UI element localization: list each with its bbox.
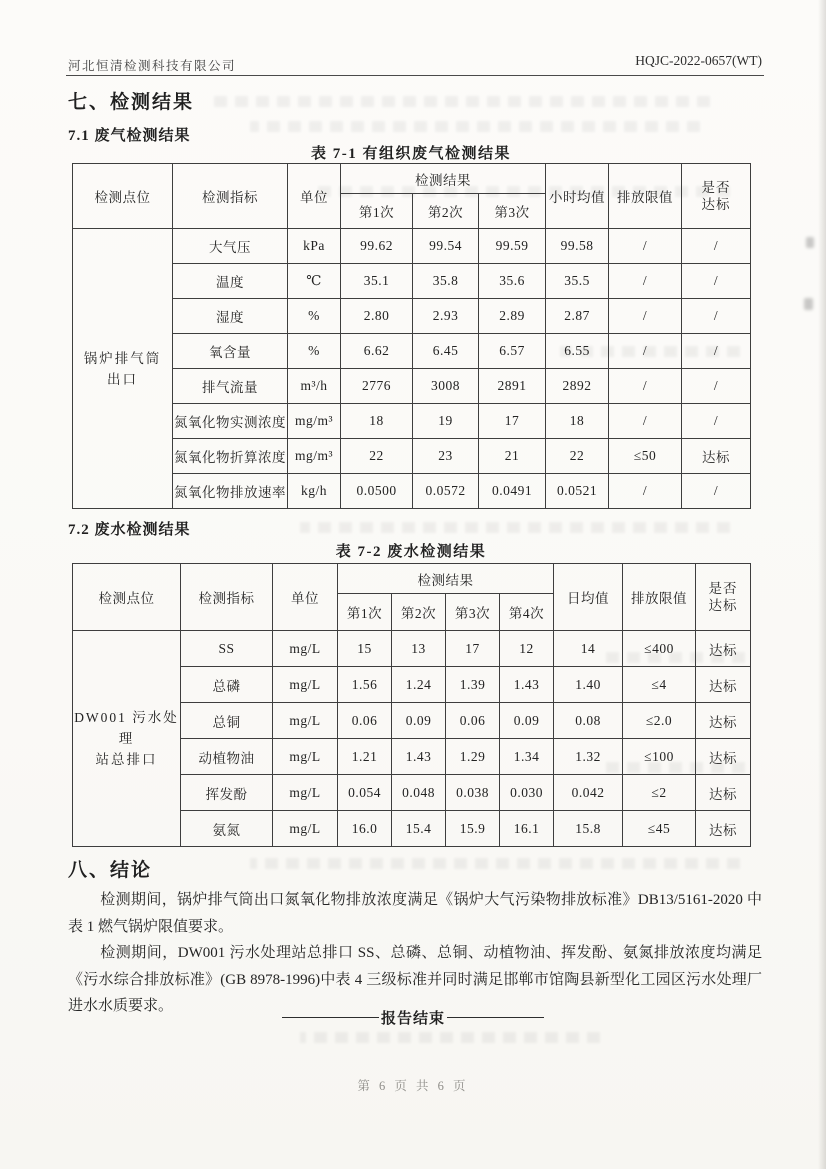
value-cell: 0.0572 <box>413 474 479 509</box>
value-cell: 1.34 <box>500 739 554 775</box>
value-cell: 21 <box>479 439 546 474</box>
header-rule <box>66 75 764 76</box>
col-header-pass <box>682 164 751 229</box>
value-cell: 0.0500 <box>341 474 413 509</box>
sampling-point-line2: 出口 <box>107 371 138 387</box>
unit-cell: mg/L <box>273 703 338 739</box>
value-cell: 15.9 <box>446 811 500 847</box>
section-8-title: 八、结论 <box>68 860 153 881</box>
value-cell: 1.39 <box>446 667 500 703</box>
limit-cell: ≤2.0 <box>623 703 696 739</box>
col-header-indicator: 检测指标 <box>173 164 288 229</box>
avg-cell: 22 <box>546 439 609 474</box>
pass-cell: / <box>682 299 751 334</box>
unit-cell: mg/L <box>273 739 338 775</box>
table-row <box>73 404 751 439</box>
unit-cell: % <box>288 334 341 369</box>
table-row <box>73 229 751 264</box>
bleedthrough-artifact <box>300 1032 600 1043</box>
col-header-run3: 第3次 <box>479 194 546 229</box>
value-cell: 35.1 <box>341 264 413 299</box>
sampling-point-line1: 锅炉排气筒 <box>83 350 162 366</box>
value-cell: 2.80 <box>341 299 413 334</box>
limit-cell: / <box>609 264 682 299</box>
table-row <box>73 334 751 369</box>
limit-cell: ≤4 <box>623 667 696 703</box>
value-cell: 2776 <box>341 369 413 404</box>
value-cell: 0.048 <box>392 775 446 811</box>
value-cell: 2.89 <box>479 299 546 334</box>
table-row <box>73 631 751 667</box>
limit-cell: / <box>609 299 682 334</box>
value-cell: 15 <box>338 631 392 667</box>
avg-cell: 0.08 <box>554 703 623 739</box>
col-header-indicator: 检测指标 <box>181 564 273 631</box>
company-name: 河北恒清检测科技有限公司 <box>68 59 237 73</box>
limit-cell: / <box>609 334 682 369</box>
pass-cell: 达标 <box>696 667 751 703</box>
avg-cell: 6.55 <box>546 334 609 369</box>
value-cell: 6.57 <box>479 334 546 369</box>
limit-cell: / <box>609 369 682 404</box>
value-cell: 16.0 <box>338 811 392 847</box>
avg-cell: 2892 <box>546 369 609 404</box>
col-header-run1: 第1次 <box>338 594 392 631</box>
unit-cell: m³/h <box>288 369 341 404</box>
value-cell: 1.29 <box>446 739 500 775</box>
indicator-cell: 大气压 <box>173 229 288 264</box>
avg-cell: 0.042 <box>554 775 623 811</box>
unit-cell: ℃ <box>288 264 341 299</box>
section-7-2-title: 7.2 废水检测结果 <box>68 522 191 538</box>
conclusion-paragraph-1: 检测期间，锅炉排气筒出口氮氧化物排放浓度满足《锅炉大气污染物排放标准》DB13/5161-2020 中表 1 燃气锅炉限值要求。 <box>68 892 762 935</box>
value-cell: 19 <box>413 404 479 439</box>
scan-smudge <box>806 237 814 248</box>
col-header-run2: 第2次 <box>413 194 479 229</box>
scan-smudge <box>804 298 813 310</box>
value-cell: 0.038 <box>446 775 500 811</box>
value-cell: 13 <box>392 631 446 667</box>
col-header-pass <box>696 564 751 631</box>
table-7-1-caption: 表 7-1 有组织废气检测结果 <box>311 146 511 162</box>
unit-cell: % <box>288 299 341 334</box>
bleedthrough-artifact <box>210 96 710 107</box>
value-cell: 1.43 <box>392 739 446 775</box>
pass-cell: / <box>682 264 751 299</box>
indicator-cell: SS <box>181 631 273 667</box>
value-cell: 3008 <box>413 369 479 404</box>
col-header-unit: 单位 <box>273 564 338 631</box>
value-cell: 22 <box>341 439 413 474</box>
indicator-cell: 氮氧化物折算浓度 <box>173 439 288 474</box>
limit-cell: / <box>609 474 682 509</box>
avg-cell: 14 <box>554 631 623 667</box>
unit-cell: mg/L <box>273 811 338 847</box>
pass-cell: / <box>682 474 751 509</box>
avg-cell: 15.8 <box>554 811 623 847</box>
value-cell: 0.06 <box>446 703 500 739</box>
col-header-run4: 第4次 <box>500 594 554 631</box>
pass-cell: / <box>682 369 751 404</box>
value-cell: 0.0491 <box>479 474 546 509</box>
limit-cell: ≤400 <box>623 631 696 667</box>
sampling-point-cell <box>73 229 173 509</box>
page-number: 第 6 页 共 6 页 <box>357 1079 469 1093</box>
bleedthrough-artifact <box>250 858 740 869</box>
col-header-limit: 排放限值 <box>609 164 682 229</box>
value-cell: 0.06 <box>338 703 392 739</box>
indicator-cell: 氧含量 <box>173 334 288 369</box>
report-end-divider <box>0 1007 826 1028</box>
avg-cell: 0.0521 <box>546 474 609 509</box>
table-row <box>73 439 751 474</box>
col-header-run2: 第2次 <box>392 594 446 631</box>
unit-cell: mg/L <box>273 631 338 667</box>
col-header-result: 检测结果 <box>341 164 546 194</box>
pass-cell: 达标 <box>696 739 751 775</box>
value-cell: 2.93 <box>413 299 479 334</box>
col-header-point: 检测点位 <box>73 564 181 631</box>
unit-cell: mg/L <box>273 667 338 703</box>
unit-cell: kPa <box>288 229 341 264</box>
value-cell: 6.62 <box>341 334 413 369</box>
indicator-cell: 氮氧化物排放速率 <box>173 474 288 509</box>
avg-cell: 2.87 <box>546 299 609 334</box>
table-row <box>73 299 751 334</box>
waste-water-results-table <box>72 563 751 847</box>
limit-cell: ≤50 <box>609 439 682 474</box>
value-cell: 17 <box>446 631 500 667</box>
sampling-point-line2: 站总排口 <box>95 752 158 767</box>
table-row <box>73 369 751 404</box>
col-header-pass-line2: 达标 <box>701 197 731 212</box>
value-cell: 1.43 <box>500 667 554 703</box>
limit-cell: / <box>609 404 682 439</box>
sampling-point-line1: DW001 污水处理 <box>74 710 179 746</box>
limit-cell: ≤100 <box>623 739 696 775</box>
value-cell: 35.6 <box>479 264 546 299</box>
value-cell: 17 <box>479 404 546 439</box>
indicator-cell: 氮氧化物实测浓度 <box>173 404 288 439</box>
pass-cell: 达标 <box>696 811 751 847</box>
col-header-day-avg: 日均值 <box>554 564 623 631</box>
col-header-pass-line1: 是否 <box>701 180 731 195</box>
unit-cell: mg/m³ <box>288 439 341 474</box>
col-header-point: 检测点位 <box>73 164 173 229</box>
pass-cell: 达标 <box>696 703 751 739</box>
value-cell: 15.4 <box>392 811 446 847</box>
col-header-result: 检测结果 <box>338 564 554 594</box>
section-7-title: 七、检测结果 <box>68 92 195 113</box>
indicator-cell: 氨氮 <box>181 811 273 847</box>
value-cell: 99.62 <box>341 229 413 264</box>
col-header-hour-avg: 小时均值 <box>546 164 609 229</box>
col-header-pass-line1: 是否 <box>708 581 738 596</box>
bleedthrough-artifact <box>300 522 730 533</box>
indicator-cell: 湿度 <box>173 299 288 334</box>
sampling-point-cell <box>73 631 181 847</box>
col-header-limit: 排放限值 <box>623 564 696 631</box>
value-cell: 0.030 <box>500 775 554 811</box>
pass-cell: / <box>682 334 751 369</box>
avg-cell: 1.32 <box>554 739 623 775</box>
divider-line-left <box>282 1017 379 1018</box>
col-header-run1: 第1次 <box>341 194 413 229</box>
report-number: HQJC-2022-0657(WT) <box>635 53 762 68</box>
value-cell: 12 <box>500 631 554 667</box>
unit-cell: mg/L <box>273 775 338 811</box>
conclusion-paragraph-2: 检测期间，DW001 污水处理站总排口 SS、总磷、总铜、动植物油、挥发酚、氨氮排放浓度均满足《污水综合排放标准》(GB 8978-1996)中表 4 三级标准并同时满足邯郸市馆陶县新型化工园区污水处理厂进水水质要求。 <box>68 945 762 1014</box>
value-cell: 1.56 <box>338 667 392 703</box>
report-end-label: 报告结束 <box>380 1011 445 1027</box>
avg-cell: 35.5 <box>546 264 609 299</box>
value-cell: 0.09 <box>392 703 446 739</box>
indicator-cell: 动植物油 <box>181 739 273 775</box>
pass-cell: 达标 <box>696 631 751 667</box>
avg-cell: 99.58 <box>546 229 609 264</box>
value-cell: 1.21 <box>338 739 392 775</box>
avg-cell: 1.40 <box>554 667 623 703</box>
avg-cell: 18 <box>546 404 609 439</box>
value-cell: 1.24 <box>392 667 446 703</box>
col-header-unit: 单位 <box>288 164 341 229</box>
indicator-cell: 排气流量 <box>173 369 288 404</box>
pass-cell: 达标 <box>682 439 751 474</box>
limit-cell: ≤45 <box>623 811 696 847</box>
limit-cell: ≤2 <box>623 775 696 811</box>
pass-cell: / <box>682 404 751 439</box>
waste-gas-results-table <box>72 163 751 509</box>
value-cell: 16.1 <box>500 811 554 847</box>
table-row <box>73 264 751 299</box>
value-cell: 23 <box>413 439 479 474</box>
col-header-pass-line2: 达标 <box>708 598 738 613</box>
unit-cell: kg/h <box>288 474 341 509</box>
pass-cell: 达标 <box>696 775 751 811</box>
value-cell: 35.8 <box>413 264 479 299</box>
limit-cell: / <box>609 229 682 264</box>
value-cell: 2891 <box>479 369 546 404</box>
unit-cell: mg/m³ <box>288 404 341 439</box>
divider-line-right <box>447 1017 544 1018</box>
value-cell: 99.54 <box>413 229 479 264</box>
value-cell: 0.09 <box>500 703 554 739</box>
value-cell: 6.45 <box>413 334 479 369</box>
section-7-1-title: 7.1 废气检测结果 <box>68 128 191 144</box>
bleedthrough-artifact <box>250 121 700 132</box>
indicator-cell: 挥发酚 <box>181 775 273 811</box>
table-row <box>73 474 751 509</box>
indicator-cell: 总磷 <box>181 667 273 703</box>
scan-edge-shade <box>818 0 826 1169</box>
value-cell: 0.054 <box>338 775 392 811</box>
conclusion-text <box>68 887 762 1020</box>
pass-cell: / <box>682 229 751 264</box>
table-7-2-caption: 表 7-2 废水检测结果 <box>335 544 487 560</box>
indicator-cell: 总铜 <box>181 703 273 739</box>
value-cell: 18 <box>341 404 413 439</box>
col-header-run3: 第3次 <box>446 594 500 631</box>
value-cell: 99.59 <box>479 229 546 264</box>
indicator-cell: 温度 <box>173 264 288 299</box>
